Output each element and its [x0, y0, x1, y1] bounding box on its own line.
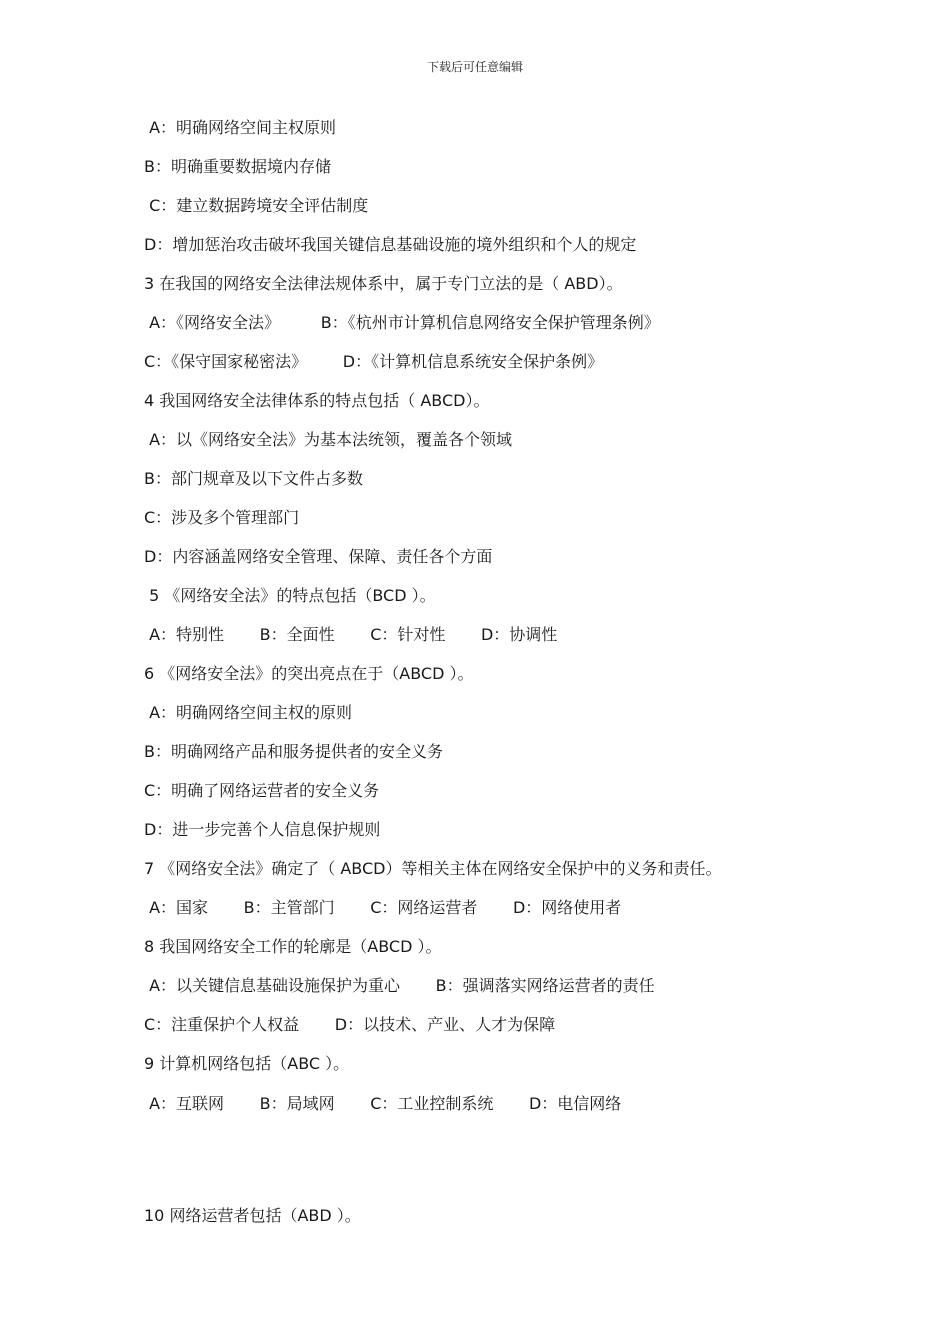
question-6-option-b: B：明确网络产品和服务提供者的安全义务	[144, 742, 443, 761]
question-4-option-d: D：内容涵盖网络安全管理、保障、责任各个方面	[144, 547, 493, 566]
option-b-text: B：明确重要数据境内存储	[144, 157, 331, 176]
question-9-options: A：互联网 B：局域网 C：工业控制系统 D：电信网络	[144, 1094, 622, 1113]
question-3-options-ab: A：《网络安全法》 B：《杭州市计算机信息网络安全保护管理条例》	[144, 313, 660, 332]
question-4-option-a: A：以《网络安全法》为基本法统领，覆盖各个领域	[144, 430, 513, 449]
question-4: 4 我国网络安全法律体系的特点包括（ ABCD）。	[144, 391, 490, 410]
question-6: 6 《网络安全法》的突出亮点在于（ABCD ）。	[144, 664, 474, 683]
question-7: 7 《网络安全法》确定了（ ABCD）等相关主体在网络安全保护中的义务和责任。	[144, 859, 722, 878]
question-6-option-c: C：明确了网络运营者的安全义务	[144, 781, 380, 800]
question-3: 3 在我国的网络安全法律法规体系中，属于专门立法的是（ ABD）。	[144, 274, 623, 293]
question-4-option-c: C：涉及多个管理部门	[144, 508, 300, 527]
question-8-options-cd: C：注重保护个人权益 D：以技术、产业、人才为保障	[144, 1015, 556, 1034]
question-5: 5 《网络安全法》的特点包括（BCD ）。	[144, 586, 436, 605]
option-d-text: D：增加惩治攻击破坏我国关键信息基础设施的境外组织和个人的规定	[144, 235, 637, 254]
option-a-text: A：明确网络空间主权原则	[144, 118, 337, 137]
question-5-options: A：特别性 B：全面性 C：针对性 D：协调性	[144, 625, 558, 644]
question-4-option-b: B：部门规章及以下文件占多数	[144, 469, 363, 488]
question-7-options: A：国家 B：主管部门 C：网络运营者 D：网络使用者	[144, 898, 622, 917]
question-8-options-ab: A：以关键信息基础设施保护为重心 B：强调落实网络运营者的责任	[144, 976, 655, 995]
page-header: 下载后可任意编辑	[426, 60, 523, 74]
question-10: 10 网络运营者包括（ABD ）。	[144, 1206, 361, 1225]
question-6-option-a: A：明确网络空间主权的原则	[144, 703, 353, 722]
question-9: 9 计算机网络包括（ABC ）。	[144, 1054, 350, 1073]
question-8: 8 我国网络安全工作的轮廓是（ABCD ）。	[144, 937, 442, 956]
option-c-text: C：建立数据跨境安全评估制度	[144, 196, 369, 215]
question-3-options-cd: C：《保守国家秘密法》 D：《计算机信息系统安全保护条例》	[144, 352, 604, 371]
question-6-option-d: D：进一步完善个人信息保护规则	[144, 820, 381, 839]
